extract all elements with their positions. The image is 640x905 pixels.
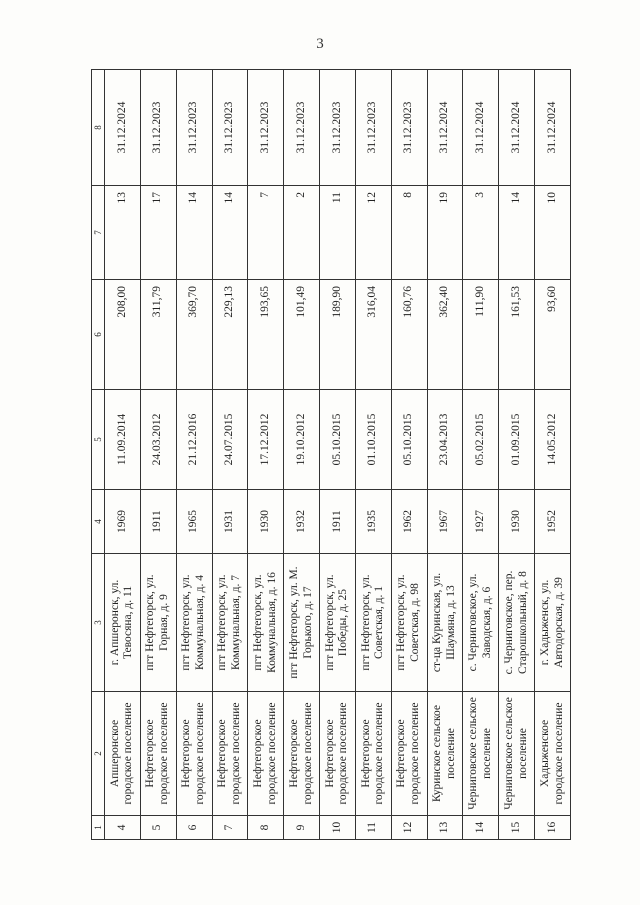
date-cell: 14.05.2012 xyxy=(535,390,571,490)
settlement-cell: Хадыженское городское поселение xyxy=(535,692,571,816)
settlement-cell: Апшеронское городское поселение xyxy=(105,692,141,816)
year-cell: 1969 xyxy=(105,490,141,554)
column-number: 8 xyxy=(92,70,105,186)
address-cell: пгт Нефтегорск, ул. М. Горького, д. 17 xyxy=(284,554,320,692)
column-number: 3 xyxy=(92,554,105,692)
table-row xyxy=(105,70,141,840)
deadline-cell: 31.12.2024 xyxy=(535,70,571,186)
deadline-cell: 31.12.2023 xyxy=(320,70,356,186)
date-cell: 17.12.2012 xyxy=(248,390,284,490)
table-row xyxy=(176,70,212,840)
page-number: 3 xyxy=(316,36,324,52)
year-cell: 1911 xyxy=(320,490,356,554)
settlement-cell: Куринское сельское поселение xyxy=(427,692,463,816)
year-cell: 1930 xyxy=(499,490,535,554)
settlement-cell: Черниговское сельское поселение xyxy=(463,692,499,816)
date-cell: 23.04.2013 xyxy=(427,390,463,490)
deadline-cell: 31.12.2024 xyxy=(463,70,499,186)
count-cell: 17 xyxy=(140,186,176,280)
area-cell: 229,13 xyxy=(212,280,248,390)
settlement-cell: Нефтегорское городское поселение xyxy=(212,692,248,816)
count-cell: 14 xyxy=(176,186,212,280)
year-cell: 1932 xyxy=(284,490,320,554)
date-cell: 05.10.2015 xyxy=(320,390,356,490)
year-cell: 1930 xyxy=(248,490,284,554)
row-number: 5 xyxy=(140,816,176,840)
date-cell: 21.12.2016 xyxy=(176,390,212,490)
year-cell: 1962 xyxy=(391,490,427,554)
year-cell: 1935 xyxy=(355,490,391,554)
table-row xyxy=(212,70,248,840)
area-cell: 111,90 xyxy=(463,280,499,390)
address-cell: ст-ца Куринская, ул. Шаумяна, д. 13 xyxy=(427,554,463,692)
table-row xyxy=(499,70,535,840)
date-cell: 24.03.2012 xyxy=(140,390,176,490)
year-cell: 1965 xyxy=(176,490,212,554)
count-cell: 7 xyxy=(248,186,284,280)
date-cell: 24.07.2015 xyxy=(212,390,248,490)
row-number: 10 xyxy=(320,816,356,840)
address-cell: пгт Нефтегорск, ул. Коммунальная, д. 16 xyxy=(248,554,284,692)
row-number: 16 xyxy=(535,816,571,840)
row-number: 15 xyxy=(499,816,535,840)
table-row xyxy=(320,70,356,840)
area-cell: 161,53 xyxy=(499,280,535,390)
count-cell: 14 xyxy=(212,186,248,280)
year-cell: 1927 xyxy=(463,490,499,554)
address-cell: г. Хадыженск, ул. Автодорская, д. 39 xyxy=(535,554,571,692)
column-number: 1 xyxy=(92,816,105,840)
settlement-cell: Нефтегорское городское поселение xyxy=(176,692,212,816)
area-cell: 369,70 xyxy=(176,280,212,390)
column-number: 4 xyxy=(92,490,105,554)
count-cell: 19 xyxy=(427,186,463,280)
column-number: 5 xyxy=(92,390,105,490)
area-cell: 160,76 xyxy=(391,280,427,390)
count-cell: 14 xyxy=(499,186,535,280)
row-number: 6 xyxy=(176,816,212,840)
settlement-cell: Черниговское сельское поселение xyxy=(499,692,535,816)
settlement-cell: Нефтегорское городское поселение xyxy=(391,692,427,816)
area-cell: 101,49 xyxy=(284,280,320,390)
settlement-cell: Нефтегорское городское поселение xyxy=(320,692,356,816)
table-body xyxy=(105,70,571,840)
date-cell: 05.02.2015 xyxy=(463,390,499,490)
count-cell: 12 xyxy=(355,186,391,280)
address-cell: пгт Нефтегорск, ул. Победы, д. 25 xyxy=(320,554,356,692)
row-number: 11 xyxy=(355,816,391,840)
row-number: 14 xyxy=(463,816,499,840)
row-number: 7 xyxy=(212,816,248,840)
deadline-cell: 31.12.2024 xyxy=(105,70,141,186)
deadline-cell: 31.12.2024 xyxy=(427,70,463,186)
address-cell: г. Апшеронск, ул. Тевосяна, д. 11 xyxy=(105,554,141,692)
settlement-cell: Нефтегорское городское поселение xyxy=(284,692,320,816)
count-cell: 13 xyxy=(105,186,141,280)
address-cell: пгт Нефтегорск, ул. Советская, д. 98 xyxy=(391,554,427,692)
address-cell: пгт Нефтегорск, ул. Коммунальная, д. 4 xyxy=(176,554,212,692)
table-row xyxy=(391,70,427,840)
count-cell: 8 xyxy=(391,186,427,280)
year-cell: 1952 xyxy=(535,490,571,554)
table-row xyxy=(140,70,176,840)
row-number: 8 xyxy=(248,816,284,840)
date-cell: 19.10.2012 xyxy=(284,390,320,490)
table-container xyxy=(91,70,571,840)
table-row xyxy=(284,70,320,840)
column-number-row xyxy=(92,70,105,840)
address-cell: пгт Нефтегорск, ул. Советская, д. 1 xyxy=(355,554,391,692)
year-cell: 1931 xyxy=(212,490,248,554)
address-cell: с. Черниговское, пер. Старошкольный, д. 8 xyxy=(499,554,535,692)
deadline-cell: 31.12.2023 xyxy=(140,70,176,186)
date-cell: 05.10.2015 xyxy=(391,390,427,490)
column-number: 6 xyxy=(92,280,105,390)
area-cell: 208,00 xyxy=(105,280,141,390)
date-cell: 01.09.2015 xyxy=(499,390,535,490)
table-row xyxy=(248,70,284,840)
deadline-cell: 31.12.2023 xyxy=(248,70,284,186)
address-cell: пгт Нефтегорск, ул. Коммунальная, д. 7 xyxy=(212,554,248,692)
area-cell: 189,90 xyxy=(320,280,356,390)
area-cell: 316,04 xyxy=(355,280,391,390)
date-cell: 01.10.2015 xyxy=(355,390,391,490)
address-cell: пгт Нефтегорск, ул. Горная, д. 9 xyxy=(140,554,176,692)
row-number: 4 xyxy=(105,816,141,840)
deadline-cell: 31.12.2023 xyxy=(391,70,427,186)
row-number: 9 xyxy=(284,816,320,840)
year-cell: 1967 xyxy=(427,490,463,554)
deadline-cell: 31.12.2023 xyxy=(176,70,212,186)
settlement-cell: Нефтегорское городское поселение xyxy=(248,692,284,816)
deadline-cell: 31.12.2023 xyxy=(355,70,391,186)
deadline-cell: 31.12.2023 xyxy=(284,70,320,186)
date-cell: 11.09.2014 xyxy=(105,390,141,490)
settlement-cell: Нефтегорское городское поселение xyxy=(355,692,391,816)
row-number: 13 xyxy=(427,816,463,840)
deadline-cell: 31.12.2023 xyxy=(212,70,248,186)
table-row xyxy=(535,70,571,840)
count-cell: 11 xyxy=(320,186,356,280)
area-cell: 362,40 xyxy=(427,280,463,390)
table-row xyxy=(355,70,391,840)
row-number: 12 xyxy=(391,816,427,840)
column-number: 7 xyxy=(92,186,105,280)
count-cell: 10 xyxy=(535,186,571,280)
table-row xyxy=(463,70,499,840)
column-number: 2 xyxy=(92,692,105,816)
area-cell: 93,60 xyxy=(535,280,571,390)
count-cell: 2 xyxy=(284,186,320,280)
area-cell: 311,79 xyxy=(140,280,176,390)
area-cell: 193,65 xyxy=(248,280,284,390)
deadline-cell: 31.12.2024 xyxy=(499,70,535,186)
settlement-cell: Нефтегорское городское поселение xyxy=(140,692,176,816)
housing-table xyxy=(91,69,571,840)
table-row xyxy=(427,70,463,840)
count-cell: 3 xyxy=(463,186,499,280)
address-cell: с. Черниговское, ул. Заводская, д. 6 xyxy=(463,554,499,692)
year-cell: 1911 xyxy=(140,490,176,554)
